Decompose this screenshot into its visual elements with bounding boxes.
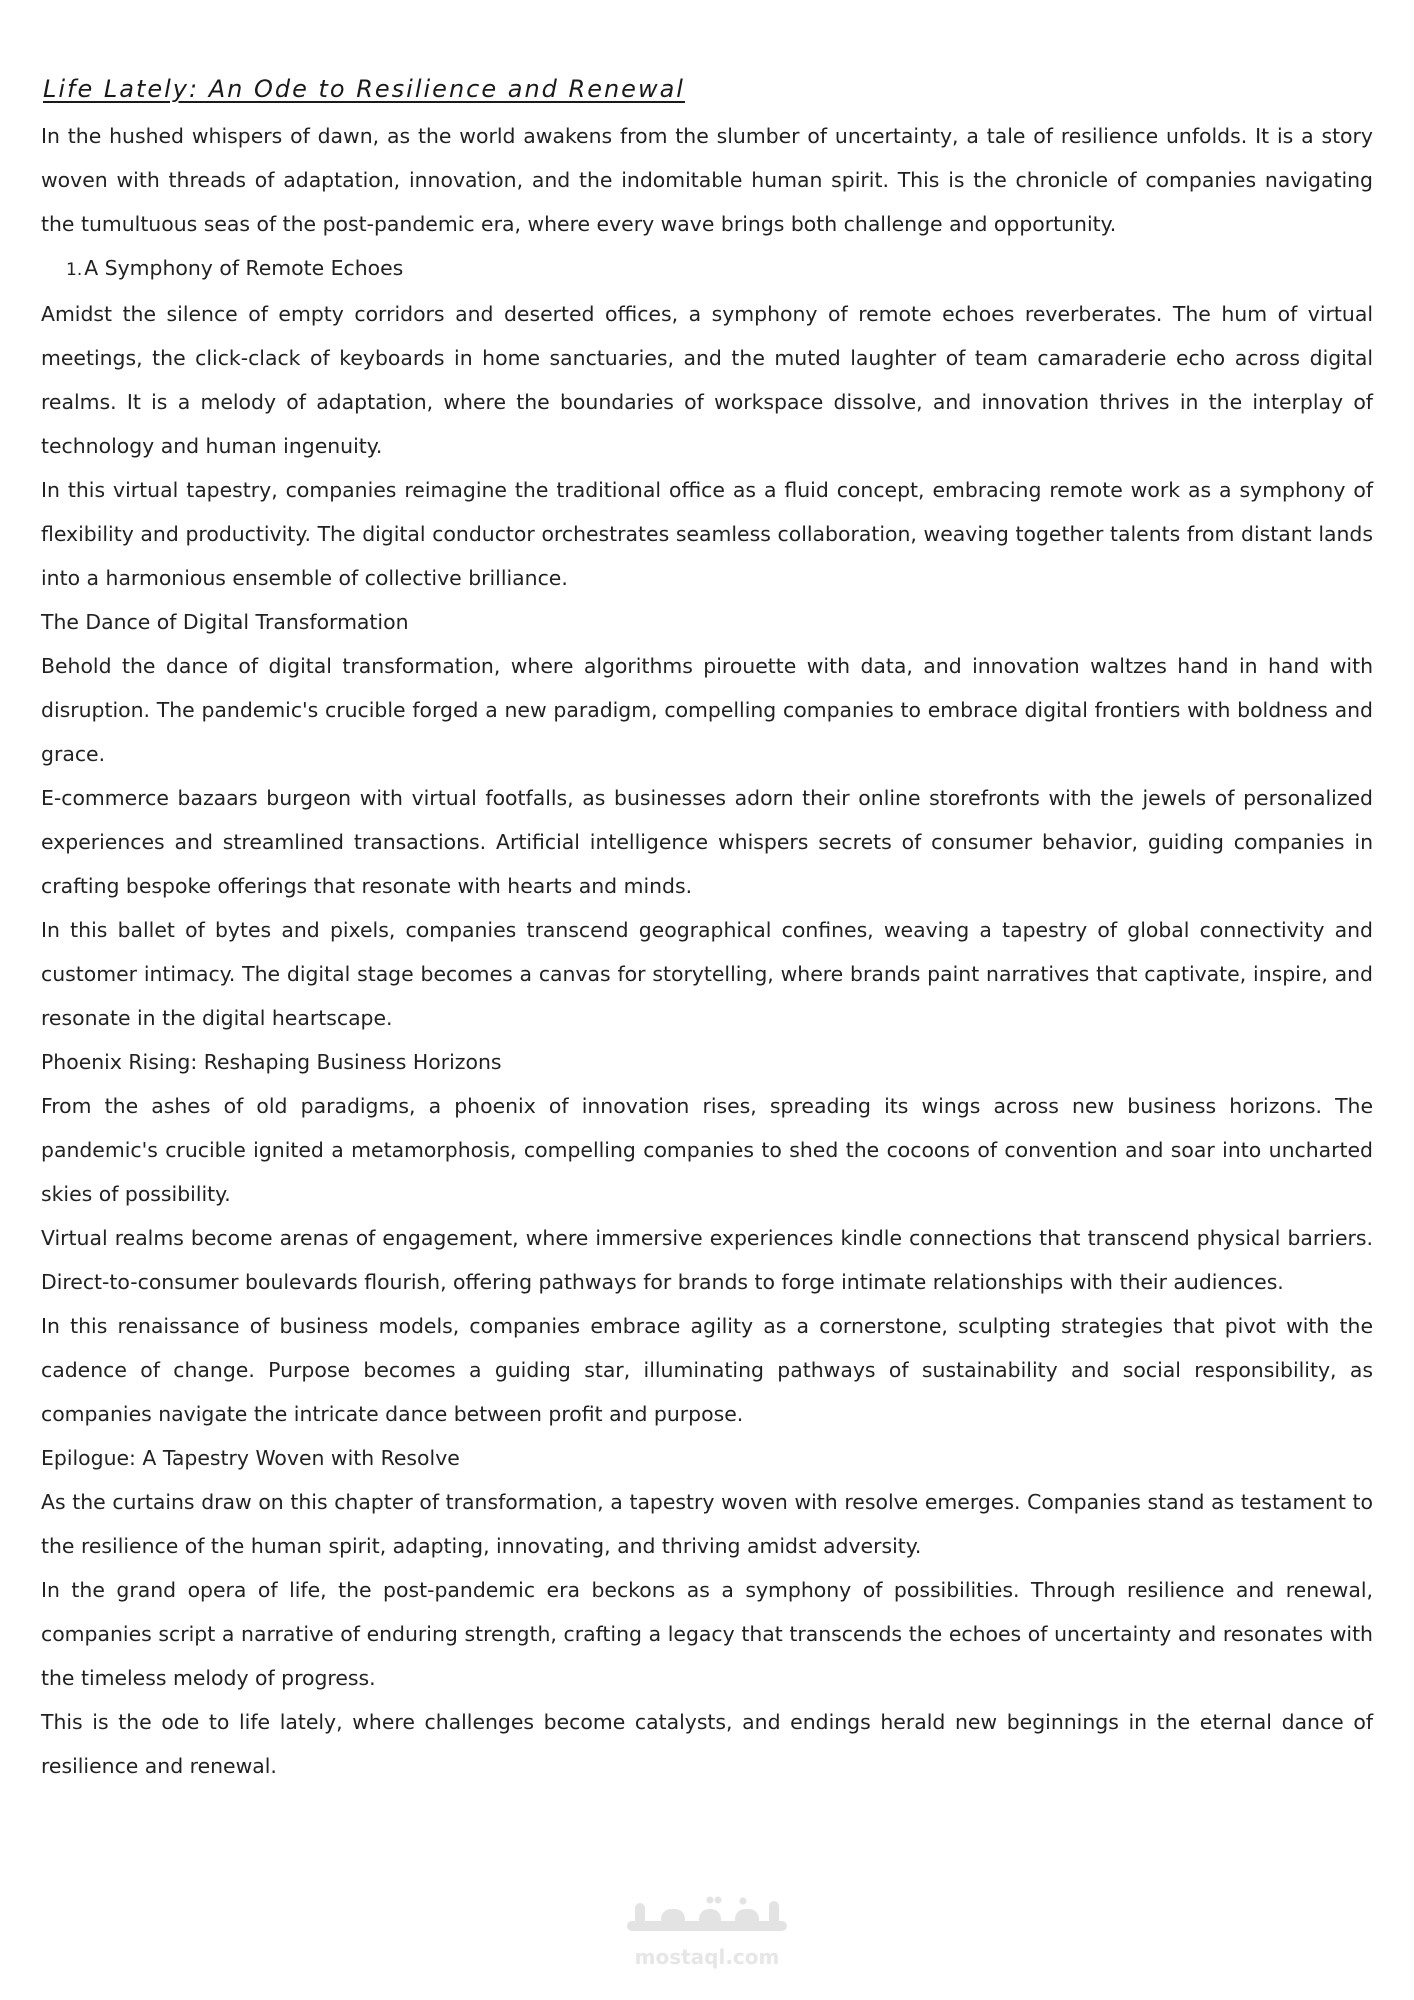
paragraph: Amidst the silence of empty corridors and deserted offices, a symphony of remote echoes reverberates. The hum of virtual meetings, the click-clack of keyboards in home sanctuaries, and the muted laughter of team camaraderie echo across digital realms. It is a melody of adaptation, where the boundaries of workspace dissolve, and innovation thrives in the interplay of technology and human ingenuity. — [41, 302, 1373, 458]
section-heading-digital-transformation: The Dance of Digital Transformation — [41, 610, 409, 634]
watermark-site-text: mostaql.com — [634, 1945, 780, 1969]
paragraph: In this virtual tapestry, companies reimagine the traditional office as a fluid concept, embracing remote work as a symphony of flexibility and productivity. The digital conductor orchestrates seamless collaboration, weaving together talents from distant lands into a harmonious ensemble of collective brilliance. — [41, 478, 1373, 590]
mostaql-watermark — [0, 1895, 1414, 1969]
section-heading-epilogue: Epilogue: A Tapestry Woven with Resolve — [41, 1446, 460, 1470]
mostaql-logo-icon — [617, 1895, 797, 1941]
paragraph: E-commerce bazaars burgeon with virtual footfalls, as businesses adorn their online storefronts with the jewels of personalized experiences and streamlined transactions. Artificial intelligence whispers secrets of consumer behavior, guiding companies in crafting bespoke offerings that resonate with hearts and minds. — [41, 786, 1373, 898]
paragraph: This is the ode to life lately, where challenges become catalysts, and endings herald new beginnings in the eternal dance of resilience and renewal. — [41, 1710, 1373, 1778]
paragraph: As the curtains draw on this chapter of transformation, a tapestry woven with resolve emerges. Companies stand as testament to the resilience of the human spirit, adapting, innovating, and thriving amidst adversity. — [41, 1490, 1373, 1558]
paragraph: From the ashes of old paradigms, a phoenix of innovation rises, spreading its wings across new business horizons. The pandemic's crucible ignited a metamorphosis, compelling companies to shed the cocoons of convention and soar into uncharted skies of possibility. — [41, 1094, 1373, 1206]
list-number: 1. — [66, 260, 83, 280]
paragraph: Behold the dance of digital transformation, where algorithms pirouette with data, and innovation waltzes hand in hand with disruption. The pandemic's crucible forged a new paradigm, compelling companies to embrace digital frontiers with boldness and grace. — [41, 654, 1373, 766]
paragraph: In the grand opera of life, the post-pandemic era beckons as a symphony of possibilities. Through resilience and renewal, companies script a narrative of enduring strength, crafting a legacy that transcends the echoes of uncertainty and resonates with the timeless melody of progress. — [41, 1578, 1373, 1690]
section-heading-remote-echoes — [41, 246, 1373, 292]
paragraph: In this ballet of bytes and pixels, companies transcend geographical confines, weaving a tapestry of global connectivity and customer intimacy. The digital stage becomes a canvas for storytelling, where brands paint narratives that captivate, inspire, and resonate in the digital heartscape. — [41, 918, 1373, 1030]
document-page — [41, 72, 1373, 1788]
section-heading-phoenix-rising: Phoenix Rising: Reshaping Business Horizons — [41, 1050, 502, 1074]
paragraph: Virtual realms become arenas of engagement, where immersive experiences kindle connections that transcend physical barriers. Direct-to-consumer boulevards flourish, offering pathways for brands to forge intimate relationships with their audiences. — [41, 1226, 1373, 1294]
paragraph: In this renaissance of business models, companies embrace agility as a cornerstone, sculpting strategies that pivot with the cadence of change. Purpose becomes a guiding star, illuminating pathways of sustainability and social responsibility, as companies navigate the intricate dance between profit and purpose. — [41, 1314, 1373, 1426]
document-title: Life Lately: An Ode to Resilience and Renewal — [43, 75, 685, 103]
section-heading-text: A Symphony of Remote Echoes — [84, 256, 404, 280]
intro-paragraph: In the hushed whispers of dawn, as the world awakens from the slumber of uncertainty, a tale of resilience unfolds. It is a story woven with threads of adaptation, innovation, and the indomitable human spirit. This is the chronicle of companies navigating the tumultuous seas of the post-pandemic era, where every wave brings both challenge and opportunity. — [41, 124, 1373, 236]
